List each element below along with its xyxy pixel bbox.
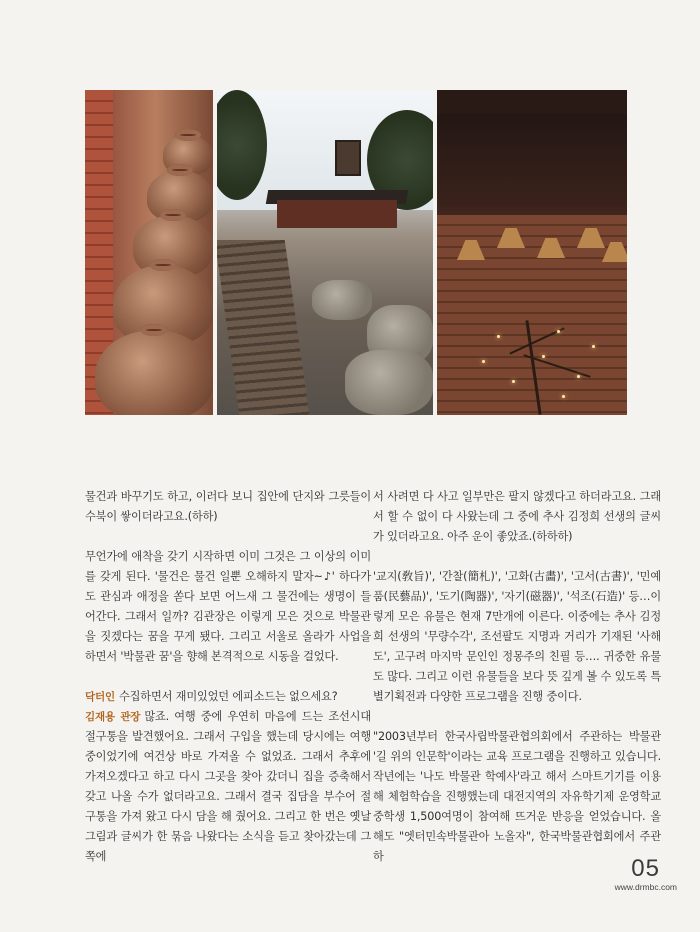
garden-path-photo	[217, 90, 433, 415]
interview-answer	[85, 707, 371, 867]
answer-label: 김재용 관장	[85, 711, 141, 723]
lanterns-interior-photo	[437, 90, 627, 415]
light-dot	[542, 355, 545, 358]
page-number: 05	[631, 855, 660, 882]
wooden-path	[217, 240, 309, 415]
photo-strip	[85, 90, 630, 415]
paragraph: 물건과 바꾸기도 하고, 이러다 보니 집안에 단지와 그릇들이 수북이 쌓이더라고요.(하하)	[85, 490, 371, 523]
eave	[437, 90, 627, 114]
light-dot	[577, 375, 580, 378]
paragraph: "2003년부터 한국사립박물관협의회에서 주관하는 박물관 '길 위의 인문학'이라는 교육 프로그램을 진행하고 있습니다. 작년에는 '나도 박물관 학예사'라고 해서 스마트기기를 이용해 체험학습을 진행했는데 대전지역의 자유학기제 운영학교 중학생 1,500여명이 참여해 뜨거운 반응을 얻었습니다. 올 해도 "엣터민속박물관아 노올자", 한국박물관협회에서 주관하	[373, 730, 661, 863]
rock	[345, 350, 433, 415]
light-dot	[557, 330, 560, 333]
hanok-house	[277, 200, 397, 228]
paragraph: '교지(敎旨)', '간찰(簡札)', '고화(古畵)', '고서(古書)', '민예품(民藝品)', '도기(陶器)', '자기(磁器)', '석조(石造)' 등…이렇게 모은 유물은 현재 7만개에 이른다. 이중에는 추사 김정희 선생의 '무량수각', 조선팔도 지명과 거리가 기재된 '사해도', 고구려 마지막 문인인 정몽주의 친필 등…. 귀중한 유물도 많다. 그리고 이런 유물들을 보다 뜻 깊게 볼 수 있도록 특별기획전과 다양한 프로그램을 진행 중이다.	[373, 570, 661, 703]
lantern	[335, 140, 361, 176]
paragraph: 서 사려면 다 사고 일부만은 팔지 않겠다고 하더라고요. 그래서 할 수 없이 다 사왔는데 그 중에 추사 김정희 선생의 글씨가 있더라고요. 아주 운이 좋았죠.(하하하)	[373, 490, 661, 543]
paragraph: 무언가에 애착을 갖기 시작하면 이미 그것은 그 이상의 이미를 갖게 된다. '물건은 물건 일뿐 오해하지 말자~♪' 하다가도 관심과 애정을 쏟다 보면 어느새 그 물건에는 생명이 들어간다. 그래서 일까? 김관장은 이렇게 모은 것으로 박물관을 짓겠다는 꿈을 꾸게 됐다. 그리고 서울로 올라가 사업을 하면서 '박물관 꿈'을 향해 본격적으로 시동을 걸었다.	[85, 550, 371, 663]
light-dot	[592, 345, 595, 348]
website-url: www.drmbc.com	[614, 882, 677, 892]
stone-basin	[312, 280, 372, 320]
jar	[95, 330, 213, 415]
question-label: 닥터인	[85, 691, 115, 703]
left-column	[85, 487, 371, 867]
light-dot	[512, 380, 515, 383]
interview-question	[85, 687, 371, 707]
light-dot	[482, 360, 485, 363]
answer-text: 많죠. 여행 중에 우연히 마음에 드는 조선시대 절구통을 발견했어요. 그래서 구입을 했는데 당시에는 여행 중이었기에 여건상 바로 가져올 수 없었죠. 그래서 추후에 가져오겠다고 하고 다시 그곳을 찾아 갔더니 집을 증축해서 갖고 나올 수가 없더라고요. 그래서 결국 집담을 부수어 절구통을 가져 왔고 다시 담을 해 줬어요. 그리고 한 번은 옛날 그림과 글씨가 한 묶음 나왔다는 소식을 듣고 찾아갔는데 그쪽에	[85, 710, 371, 863]
right-column	[373, 487, 661, 867]
question-text: 수집하면서 재미있었던 에피소드는 없으세요?	[118, 690, 338, 703]
light-dot	[497, 335, 500, 338]
earthenware-jars-photo	[85, 90, 213, 415]
light-dot	[562, 395, 565, 398]
